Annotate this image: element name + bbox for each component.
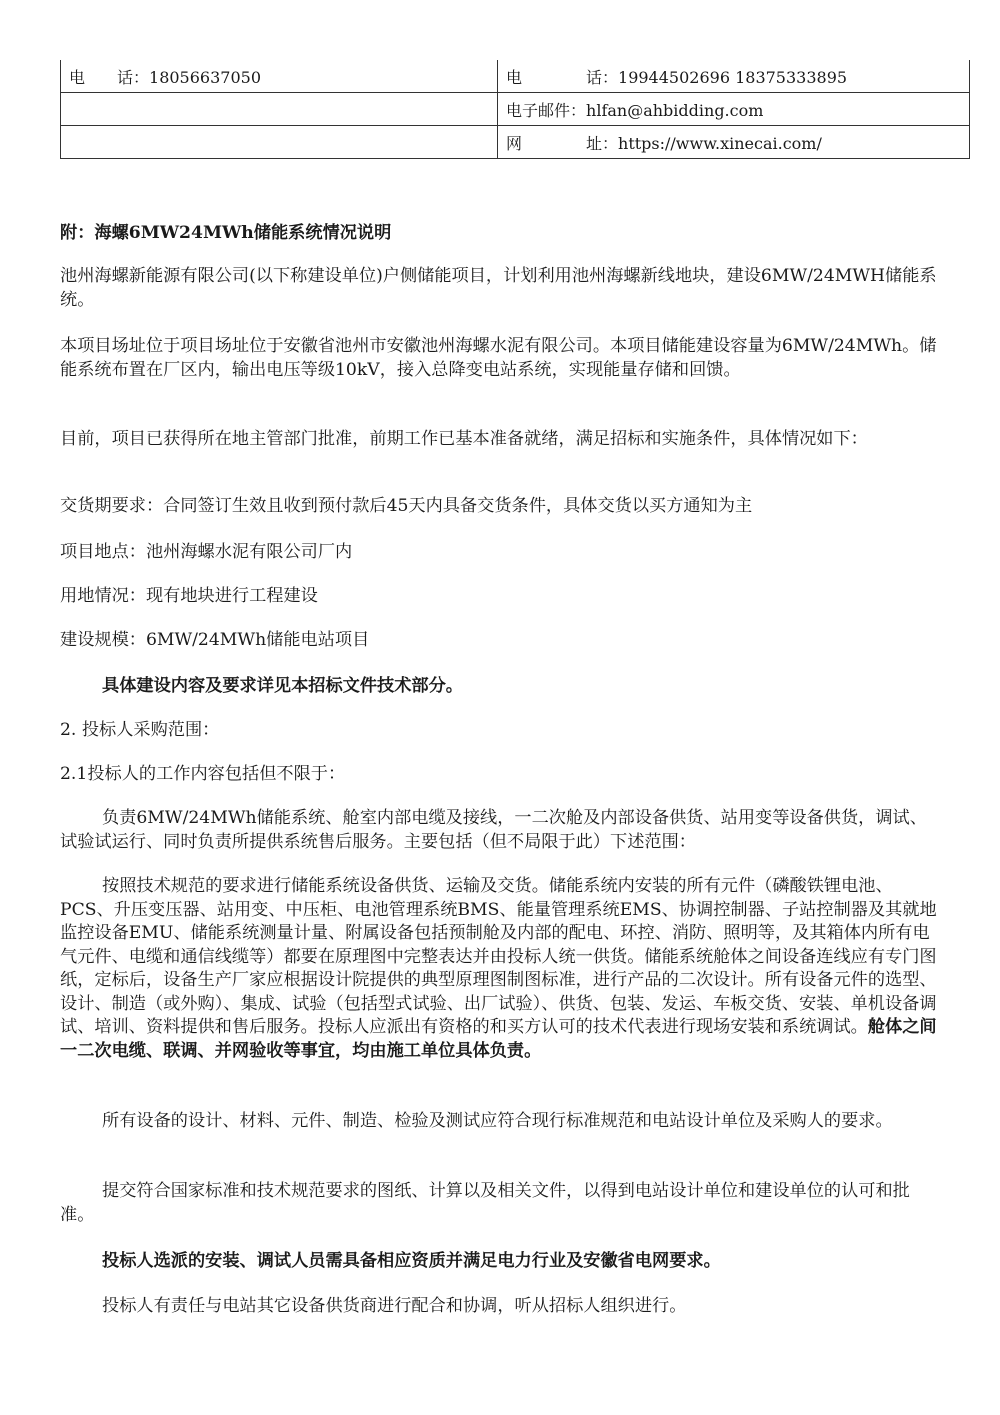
left-phone-label: 电 话： (69, 67, 150, 87)
scope-paragraph-5: 投标人选派的安装、调试人员需具备相应资质并满足电力行业及安徽省电网要求。 (102, 1251, 721, 1271)
scope-paragraph-2-bold: 舱体之间一二次电缆、联调、并网验收等事宜，均由施工单位具体负责。 (60, 1017, 937, 1061)
website-cell (498, 126, 970, 159)
right-phone-value: 19944502696 18375333895 (618, 67, 848, 87)
left-phone-value: 18056637050 (149, 67, 261, 87)
paragraph-scale: 建设规模：6MW/24MWh储能电站项目 (60, 630, 370, 650)
contact-info-table (60, 60, 970, 159)
scope-paragraph-1: 负责6MW/24MWh储能系统、舱室内部电缆及接线，一二次舱及内部设备供货、站用变等设备供货，调试、试验试运行、同时负责所提供系统售后服务。主要包括（但不局限于此）下述范围： (60, 808, 927, 852)
scope-paragraph-4: 提交符合国家标准和技术规范要求的图纸、计算以及相关文件，以得到电站设计单位和建设单位的认可和批准。 (60, 1181, 910, 1225)
website-label: 网 址： (506, 133, 619, 153)
scope-paragraph-2 (60, 875, 940, 1063)
appendix-heading: 附：海螺6MW24MWh储能系统情况说明 (60, 223, 392, 243)
paragraph-delivery: 交货期要求：合同签订生效且收到预付款后45天内具备交货条件，具体交货以买方通知为主 (60, 496, 753, 516)
section-2-1-title: 2.1投标人的工作内容包括但不限于： (60, 764, 346, 784)
paragraph-site: 本项目场址位于项目场址位于安徽省池州市安徽池州海螺水泥有限公司。本项目储能建设容量为6MW/24MWh。储能系统布置在厂区内，输出电压等级10kV，接入总降变电站系统，实现能量存储和回馈。 (60, 336, 937, 380)
left-phone-cell (61, 60, 498, 93)
website-value[interactable]: https://www.xinecai.com/ (618, 133, 822, 153)
table-row (61, 93, 970, 126)
scope-paragraph-6: 投标人有责任与电站其它设备供货商进行配合和协调，听从招标人组织进行。 (102, 1296, 687, 1316)
empty-cell (61, 93, 498, 126)
paragraph-status: 目前，项目已获得所在地主管部门批准，前期工作已基本准备就绪，满足招标和实施条件，具体情况如下： (60, 429, 868, 449)
right-phone-cell (498, 60, 970, 93)
scope-paragraph-2-text: 按照技术规范的要求进行储能系统设备供货、运输及交货。储能系统内安装的所有元件（磷酸铁锂电池、PCS、升压变压器、站用变、中压柜、电池管理系统BMS、能量管理系统EMS、协调控制器、子站控制器及其就地监控设备EMU、储能系统测量计量、附属设备包括预制舱及内部的配电、环控、消防、照明等，及其箱体内所有电气元件、电缆和通信线缆等）都要在原理图中完整表达并由投标人统一供货。储能系统舱体之间设备连线应有专门图纸，定标后，设备生产厂家应根据设计院提供的典型原理图制图标准，进行产品的二次设计。所有设备元件的选型、设计、制造（或外购）、集成、试验（包括型式试验、出厂试验）、供货、包装、发运、车板交货、安装、单机设备调试、培训、资料提供和售后服务。投标人应派出有资格的和买方认可的技术代表进行现场安装和系统调试。 (60, 876, 937, 1037)
table-row (61, 60, 970, 93)
email-value[interactable]: hlfan@ahbidding.com (586, 100, 764, 120)
email-cell (498, 93, 970, 126)
empty-cell (61, 126, 498, 159)
bold-note: 具体建设内容及要求详见本招标文件技术部分。 (102, 676, 463, 696)
email-label: 电子邮件： (506, 100, 587, 120)
right-phone-label: 电 话： (506, 67, 619, 87)
paragraph-intro: 池州海螺新能源有限公司(以下称建设单位)户侧储能项目，计划利用池州海螺新线地块，建设6MW/24MWH储能系统。 (60, 266, 937, 310)
paragraph-land: 用地情况：现有地块进行工程建设 (60, 586, 318, 606)
scope-paragraph-3: 所有设备的设计、材料、元件、制造、检验及测试应符合现行标准规范和电站设计单位及采购人的要求。 (102, 1111, 893, 1131)
paragraph-location: 项目地点：池州海螺水泥有限公司厂内 (60, 542, 353, 562)
table-row (61, 126, 970, 159)
section-2-title: 2. 投标人采购范围： (60, 720, 220, 740)
